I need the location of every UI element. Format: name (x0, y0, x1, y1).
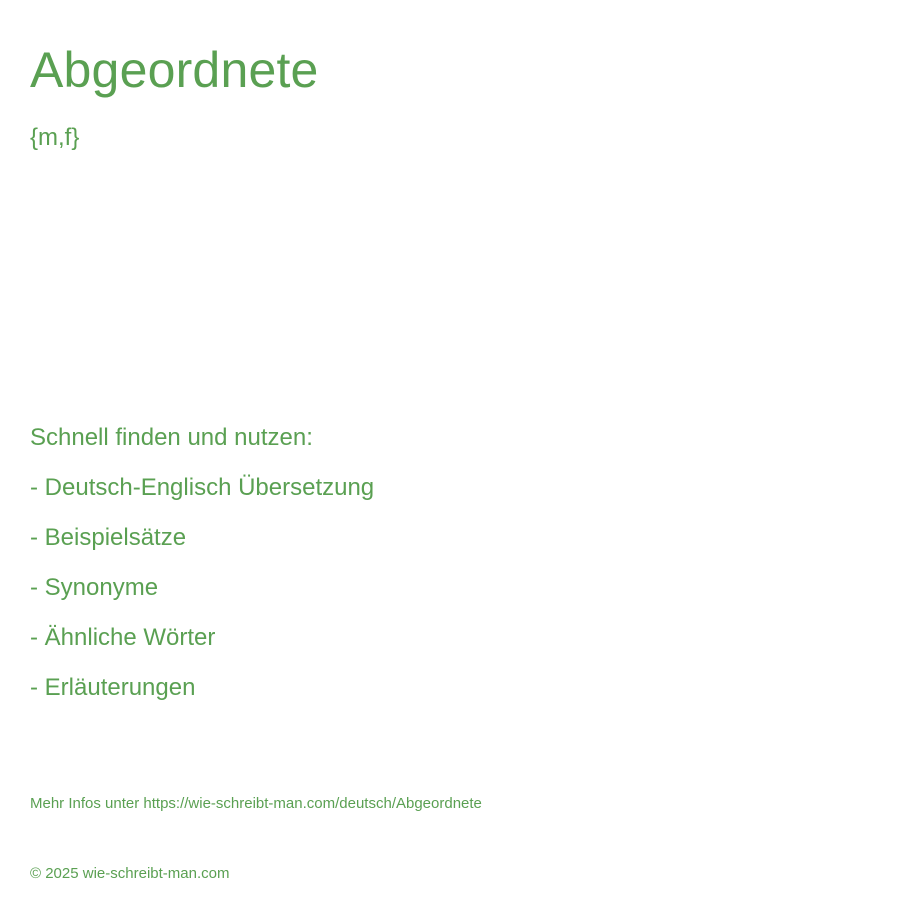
feature-item-synonyms: - Synonyme (30, 574, 159, 601)
feature-item-example-sentences: - Beispielsätze (30, 524, 187, 551)
more-info-text: Mehr Infos unter https://wie-schreibt-man.com/deutsch/Abgeordnete (30, 795, 482, 812)
features-section (30, 424, 374, 724)
feature-item-explanations: - Erläuterungen (30, 674, 196, 701)
features-heading: Schnell finden und nutzen: (30, 424, 313, 451)
copyright-text: © 2025 wie-schreibt-man.com (30, 865, 230, 882)
feature-item-similar-words: - Ähnliche Wörter (30, 624, 216, 651)
gender-label: {m,f} (30, 124, 80, 151)
feature-list (30, 474, 374, 724)
feature-item-translation: - Deutsch-Englisch Übersetzung (30, 474, 375, 501)
page-title: Abgeordnete (30, 42, 319, 98)
